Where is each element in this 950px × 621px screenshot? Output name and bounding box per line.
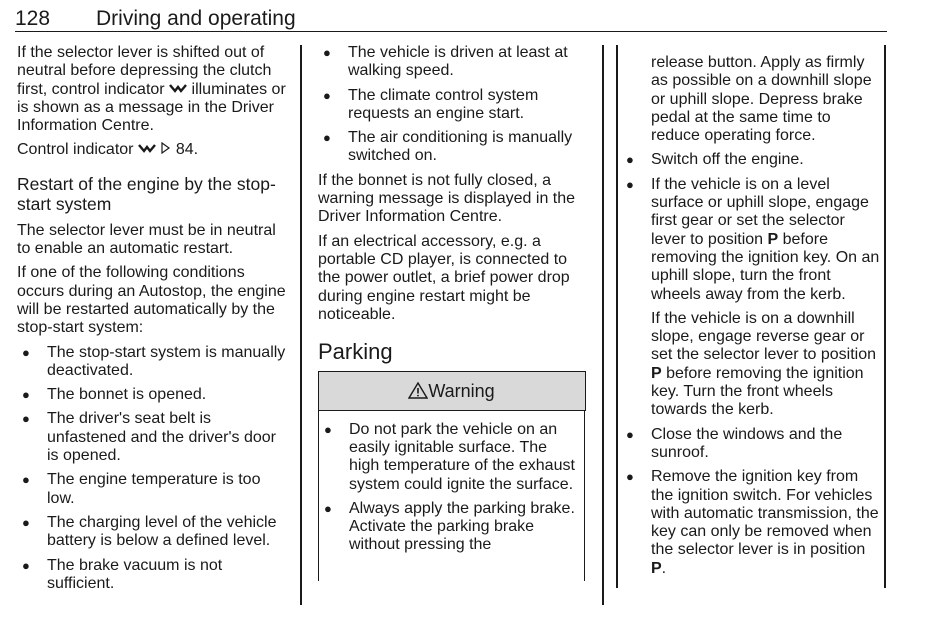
- chapter-title: Driving and operating: [96, 7, 296, 30]
- list-item: ● The engine temperature is too low.: [22, 471, 261, 507]
- list-item: ● The driver's seat belt is unfastened and the driver's door is opened.: [22, 410, 276, 465]
- text: Control indicator: [17, 141, 138, 159]
- bullet-list: [319, 421, 584, 555]
- paragraph: If one of the following conditions occurs during an Autostop, the engine will be restarted automatically by the stop-start system:: [17, 264, 286, 337]
- list-item: ● The air conditioning is manually switched on.: [323, 129, 573, 165]
- column-divider: [884, 45, 886, 588]
- list-item: ● The charging level of the vehicle battery is below a defined level.: [22, 513, 277, 550]
- text: If the selector lever is shifted out of neutral before depressing the clutch first, control indicator: [17, 44, 272, 98]
- paragraph: [17, 44, 291, 135]
- list-item: ● The brake vacuum is not sufficient.: [22, 556, 223, 592]
- list-item-continued: If the vehicle is on a downhill slope, engage reverse gear or set the selector lever to position P before removing the ignition key. Turn the front wheels towards the kerb.: [651, 309, 877, 419]
- stop-start-indicator-icon: [169, 81, 187, 99]
- bullet-list: [621, 426, 881, 578]
- warning-box: [318, 371, 585, 581]
- bullet-list: [17, 344, 291, 594]
- list-item: ● The climate control system requests an engine start.: [323, 86, 539, 122]
- section-heading: Parking: [318, 339, 393, 365]
- section-heading: Restart of the engine by the stop-start system: [17, 173, 276, 214]
- list-item: ● If the vehicle is on a level surface or uphill slope, engage first gear or set the selector lever to position P before removing the ignition key. On an uphill slope, turn the front wheels away from the kerb.: [626, 175, 880, 303]
- paragraph: The selector lever must be in neutral to enable an automatic restart.: [17, 221, 276, 258]
- page-number: 128: [15, 7, 51, 30]
- column-divider: [300, 45, 302, 605]
- bullet-list: [621, 151, 881, 303]
- paragraph: If the bonnet is not fully closed, a warning message is displayed in the Driver Information Centre.: [318, 171, 576, 226]
- list-item: ● Remove the ignition key from the ignition switch. For vehicles with automatic transmission, the key can only be removed when the selector lever is in position P.: [626, 468, 879, 577]
- list-item: ● The bonnet is opened.: [22, 386, 207, 404]
- column-divider: [616, 45, 618, 588]
- column-3: [621, 54, 881, 584]
- list-item: ● The stop-start system is manually deactivated.: [22, 343, 286, 379]
- paragraph: If an electrical accessory, e.g. a portable CD player, is connected to the power outlet, a brief power drop during engine restart might be noticeable.: [318, 232, 570, 323]
- paragraph: [17, 141, 291, 159]
- page-header: [15, 5, 887, 32]
- text: illuminates or is shown as a message in the Driver Information Centre.: [17, 80, 286, 135]
- list-item: ● Do not park the vehicle on an easily ignitable surface. The high temperature of the exhaust system could ignite the surface.: [324, 420, 575, 493]
- column-2: [318, 44, 588, 581]
- text: 84.: [171, 141, 199, 159]
- warning-title: Warning: [428, 380, 495, 401]
- stop-start-indicator-icon: [138, 141, 156, 159]
- column-divider: [602, 45, 604, 605]
- list-item: ● The vehicle is driven at least at walking speed.: [323, 44, 568, 80]
- bullet-list: [318, 44, 588, 166]
- warning-header: [318, 371, 586, 411]
- list-item-continued: release button. Apply as firmly as possible on a downhill slope or uphill slope. Depress brake pedal at the same time to reduce operating force.: [651, 54, 872, 145]
- list-item: ● Switch off the engine.: [626, 151, 804, 169]
- column-1: [17, 44, 291, 599]
- reference-arrow-icon: [160, 141, 171, 159]
- warning-triangle-icon: [408, 374, 428, 412]
- list-item: ● Close the windows and the sunroof.: [626, 425, 843, 461]
- list-item: ● Always apply the parking brake. Activate the parking brake without pressing the: [324, 499, 575, 554]
